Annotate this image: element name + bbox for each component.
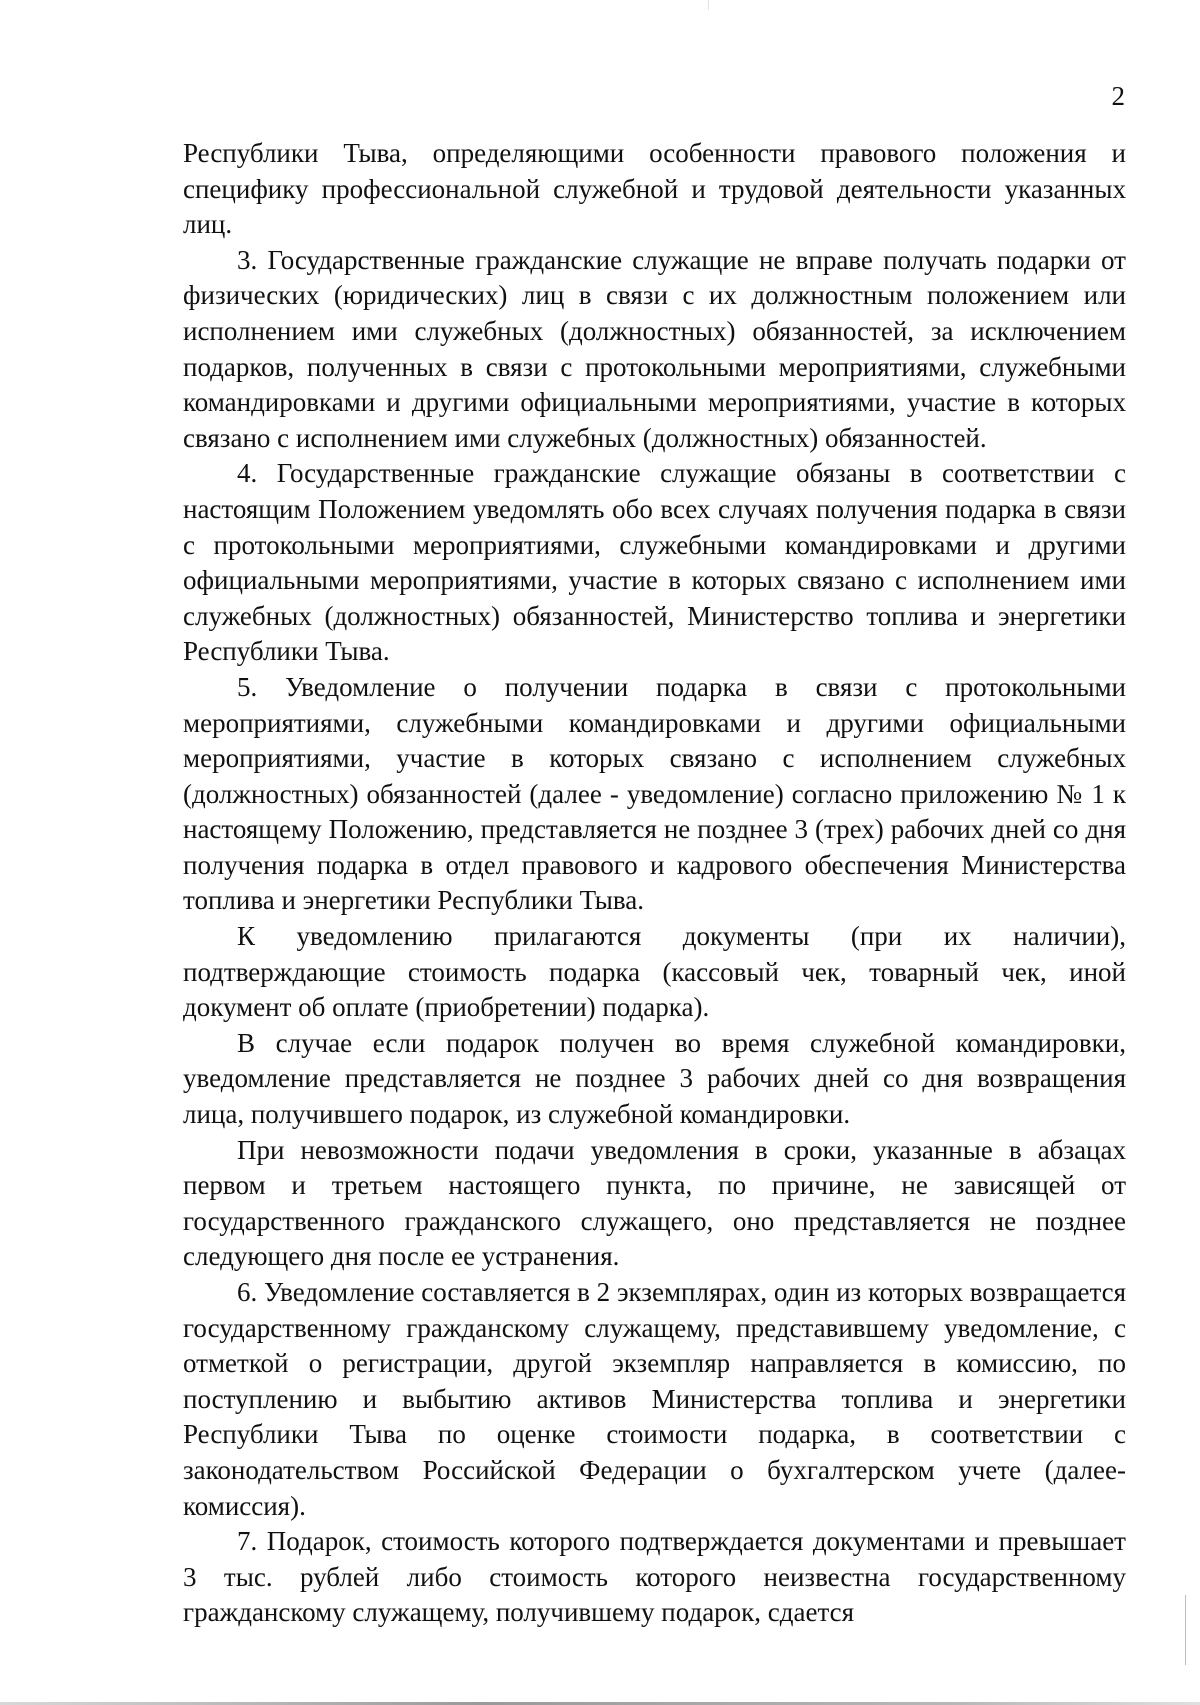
paragraph-clause-5-business-trip: В случае если подарок получен во время служебной командировки, уведомление представляется не позднее 3 рабочих дней со дня возвращения лица, получившего подарок, из служебной командировки. (183, 1027, 1126, 1130)
paragraph-clause-5: 5. Уведомление о получении подарка в связи с протокольными мероприятиями, служебными командировками и другими официальными мероприятиями, участие в которых связано с исполнением служебных (должностных) обязанностей (далее - уведомление) согласно приложению № 1 к настоящему Положению, представляется не позднее 3 (трех) рабочих дней со дня получения подарка в отдел правового и кадрового обеспечения Министерства топлива и энергетики Республики Тыва. (183, 671, 1126, 916)
scan-artifact (708, 0, 709, 10)
paragraph-clause-4: 4. Государственные гражданские служащие обязаны в соответствии с настоящим Положением уведомлять обо всех случаях получения подарка в связи с протокольными мероприятиями, служебными командировками и другими официальными мероприятиями, участие в которых связано с исполнением ими служебных (должностных) обязанностей, Министерство топлива и энергетики Республики Тыва. (183, 458, 1126, 667)
paragraph-clause-5-attachments: К уведомлению прилагаются документы (при их наличии), подтверждающие стоимость подарка (кассовый чек, товарный чек, иной документ об оплате (приобретении) подарка). (183, 921, 1126, 1023)
paragraph-clause-5-impossibility: При невозможности подачи уведомления в сроки, указанные в абзацах первом и третьем настоящего пункта, по причине, не зависящей от государственного гражданского служащего, оно представляется не позднее следующего дня после ее устранения. (183, 1134, 1126, 1272)
paragraph-clause-6: 6. Уведомление составляется в 2 экземплярах, один из которых возвращается государственному гражданскому служащему, представившему уведомление, с отметкой о регистрации, другой экземпляр направляется в комиссию, по поступлению и выбытию активов Министерства топлива и энергетики Республики Тыва по оценке стоимости подарка, в соответствии с законодательством Российской Федерации о бухгалтерском учете (далее-комиссия). (183, 1277, 1126, 1521)
paragraph-continuation: Республики Тыва, определяющими особенности правового положения и специфику профессиональной служебной и трудовой деятельности указанных лиц. (183, 138, 1126, 240)
paragraph-clause-7: 7. Подарок, стоимость которого подтверждается документами и превышает 3 тыс. рублей либо стоимость которого неизвестна государственному гражданскому служащему, получившему подарок, сдается (183, 1526, 1126, 1628)
page-number: 2 (1111, 81, 1125, 111)
document-body (183, 136, 1126, 1631)
paragraph-clause-3: 3. Государственные гражданские служащие не вправе получать подарки от физических (юридических) лиц в связи с их должностным положением или исполнением ими служебных (должностных) обязанностей, за исключением подарков, полученных в связи с протокольными мероприятиями, служебными командировками и другими официальными мероприятиями, участие в которых связано с исполнением ими служебных (должностных) обязанностей. (183, 244, 1126, 453)
scan-artifact-edge (1185, 1595, 1186, 1665)
